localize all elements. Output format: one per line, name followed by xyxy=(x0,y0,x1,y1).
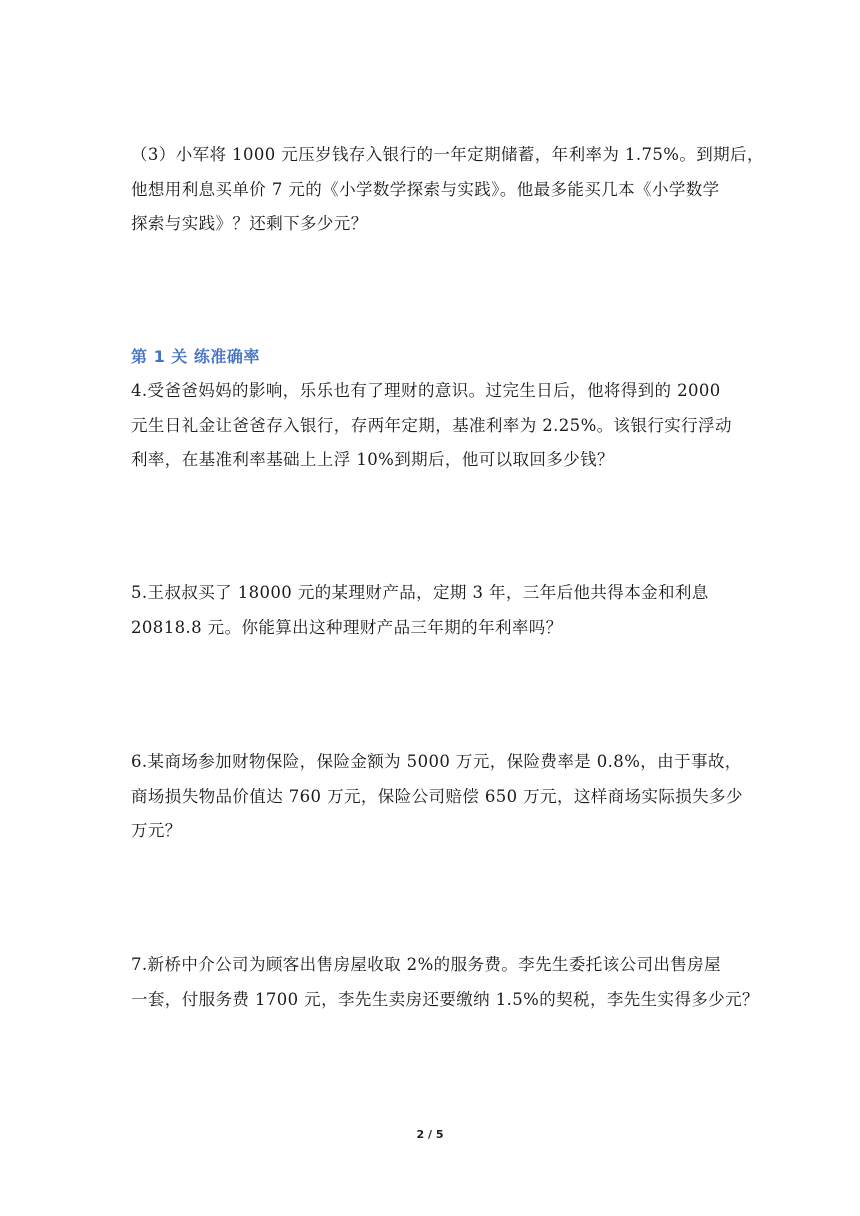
section-heading: 第 1 关 练准确率 xyxy=(131,347,260,366)
question-4-line: 元生日礼金让爸爸存入银行，存两年定期，基准利率为 2.25%。该银行实行浮动 xyxy=(131,415,732,435)
question-4-line: 利率，在基准利率基础上上浮 10%到期后，他可以取回多少钱？ xyxy=(131,450,614,469)
question-4 xyxy=(131,374,731,478)
question-3 xyxy=(131,138,764,242)
question-7 xyxy=(131,948,759,1017)
question-3-line: 他想用利息买单价 7 元的《小学数学探索与实践》。他最多能买几本《小学数学 xyxy=(131,179,720,199)
question-6-line: 万元？ xyxy=(131,821,182,840)
question-6-line: 6.某商场参加财物保险，保险金额为 5000 万元，保险费率是 0.8%，由于事故， xyxy=(131,752,742,771)
question-5 xyxy=(131,576,731,645)
question-3-line: 探索与实践》？还剩下多少元？ xyxy=(131,214,368,233)
question-4-line: 4.受爸爸妈妈的影响，乐乐也有了理财的意识。过完生日后，他将得到的 2000 xyxy=(131,381,721,400)
question-6 xyxy=(131,745,743,849)
question-6-line: 商场损失物品价值达 760 万元，保险公司赔偿 650 万元，这样商场实际损失多少 xyxy=(131,786,743,806)
question-7-line: 7.新桥中介公司为顾客出售房屋收取 2%的服务费。李先生委托该公司出售房屋 xyxy=(131,955,721,974)
question-5-line: 20818.8 元。你能算出这种理财产品三年期的年利率吗？ xyxy=(131,617,563,637)
page-number: 2 / 5 xyxy=(416,1128,444,1141)
question-3-line: （3）小军将 1000 元压岁钱存入银行的一年定期储蓄，年利率为 1.75%。到期后， xyxy=(131,145,764,164)
question-7-line: 一套，付服务费 1700 元，李先生卖房还要缴纳 1.5%的契税，李先生实得多少元？ xyxy=(131,989,759,1009)
question-5-line: 5.王叔叔买了 18000 元的某理财产品，定期 3 年，三年后他共得本金和利息 xyxy=(131,583,709,602)
